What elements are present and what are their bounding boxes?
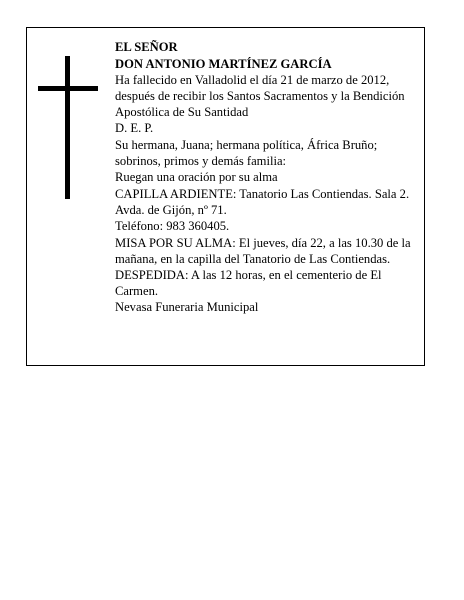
heading-title: EL SEÑOR: [115, 40, 178, 54]
mass-details: MISA POR SU ALMA: El jueves, día 22, a las 10.30 de la mañana, en la capilla del Tanatorio de Las Contiendas.: [115, 235, 411, 266]
prayer-request: Ruegan una oración por su alma: [115, 170, 278, 185]
notice-text: [115, 40, 417, 317]
farewell-details: DESPEDIDA: A las 12 horas, en el cementerio de El Carmen.: [115, 268, 382, 298]
family-members: Su hermana, Juana; hermana política, África Bruño; sobrinos, primos y demás familia:: [115, 137, 378, 168]
cross-horizontal-bar: [38, 86, 98, 91]
funeral-home: Nevasa Funeraria Municipal: [115, 300, 259, 315]
obituary-notice: [26, 27, 425, 366]
death-announcement: Ha fallecido en Valladolid el día 21 de marzo de 2012, después de recibir los Santos Sacramentos y la Bendición Apostólica de Su Santidad: [115, 73, 405, 119]
rest-in-peace: D. E. P.: [115, 121, 154, 136]
cross-icon: [38, 56, 98, 199]
cross-vertical-bar: [65, 56, 70, 199]
funeral-chapel: CAPILLA ARDIENTE: Tanatorio Las Contiendas. Sala 2. Avda. de Gijón, nº 71.: [115, 186, 410, 217]
deceased-name: DON ANTONIO MARTÍNEZ GARCÍA: [115, 56, 332, 71]
phone-number: Teléfono: 983 360405.: [115, 219, 230, 234]
